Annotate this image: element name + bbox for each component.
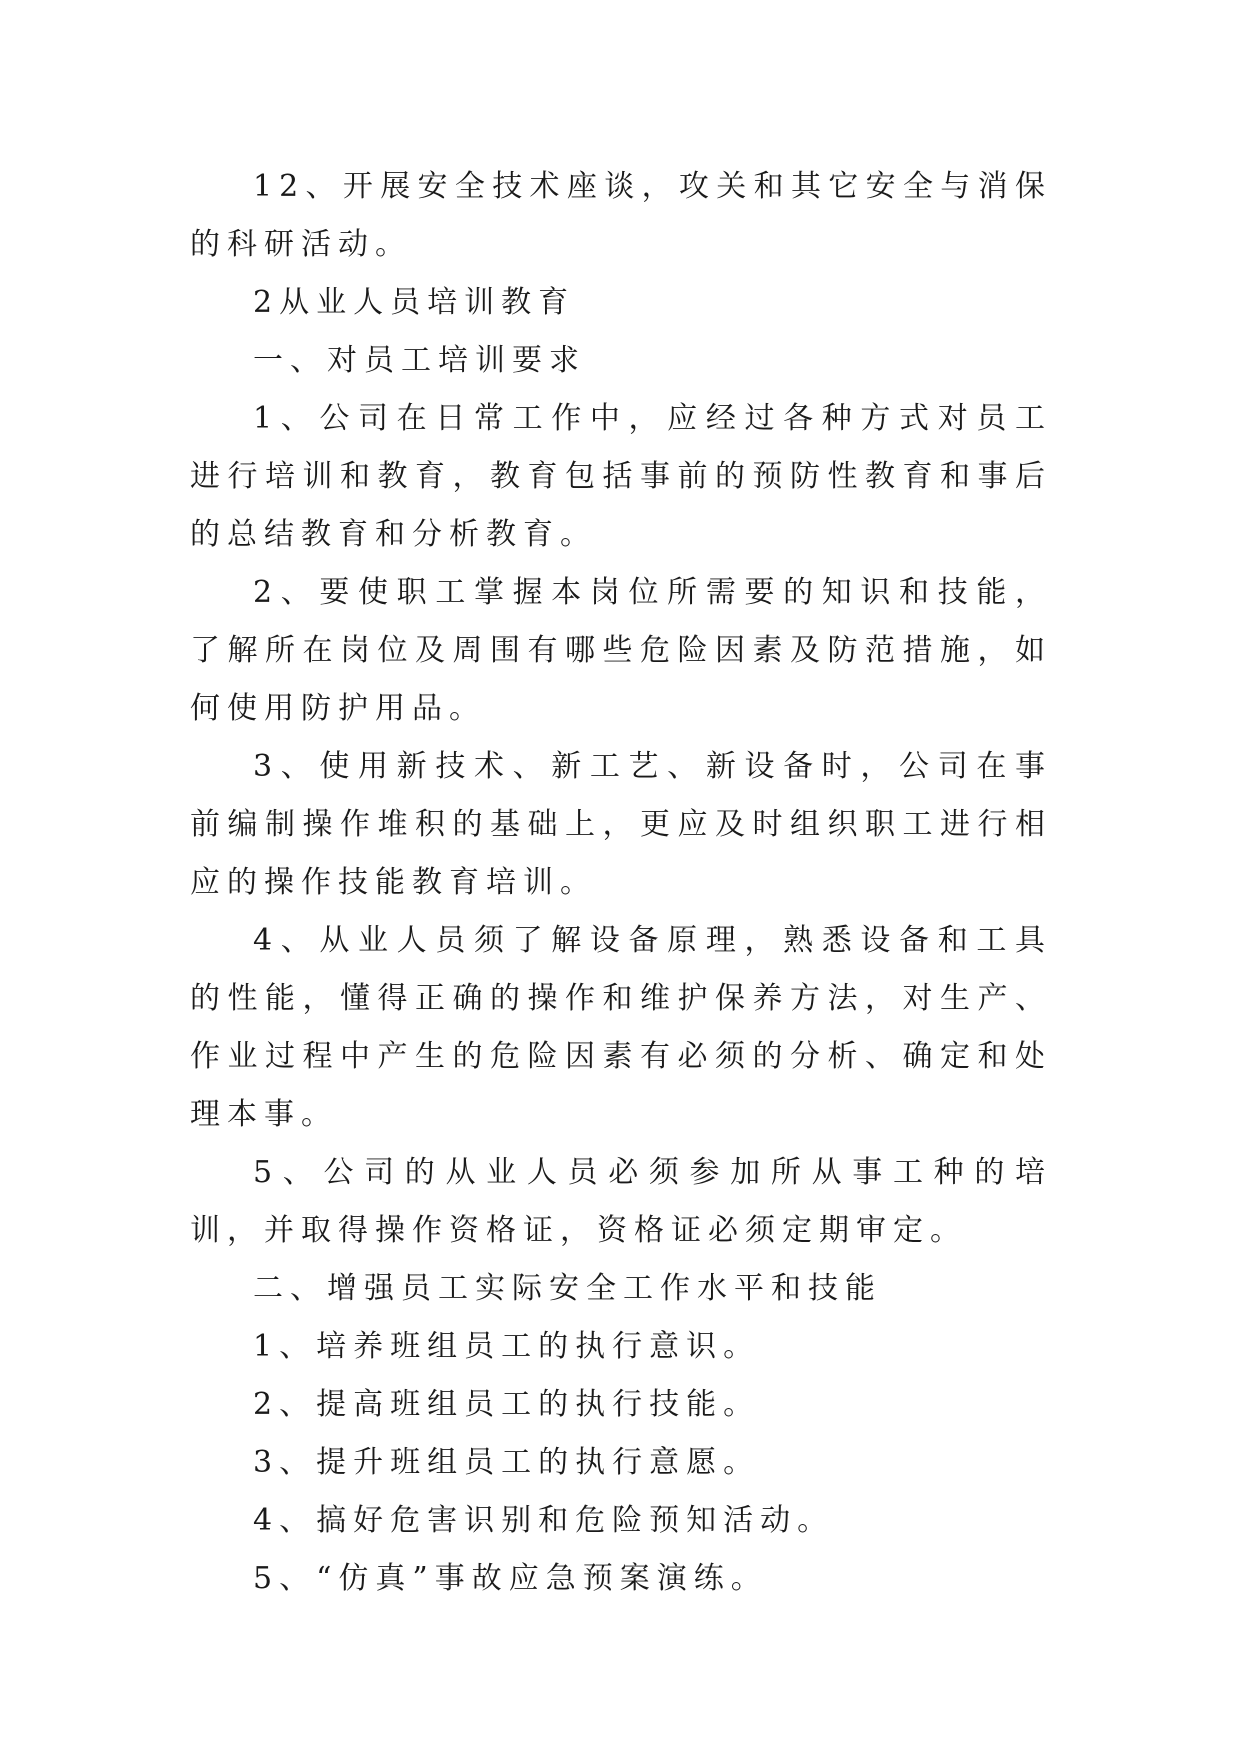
list-item-skill-4: 4、搞好危害识别和危险预知活动。 bbox=[253, 1503, 835, 1538]
list-item-skill-5: 5、“仿真”事故应急预案演练。 bbox=[253, 1561, 768, 1596]
paragraph-requirement-4: 4、从业人员须了解设备原理，熟悉设备和工具的性能，懂得正确的操作和维护保养方法，对生产、作业过程中产生的危险因素有必须的分析、确定和处理本事。 bbox=[190, 923, 1052, 1132]
paragraph-requirement-2: 2、要使职工掌握本岗位所需要的知识和技能，了解所在岗位及周围有哪些危险因素及防范措施，如何使用防护用品。 bbox=[190, 575, 1052, 726]
subheading-training-requirements: 一、对员工培训要求 bbox=[253, 343, 586, 378]
list-item-skill-3: 3、提升班组员工的执行意愿。 bbox=[253, 1445, 761, 1480]
paragraph-requirement-1: 1、公司在日常工作中，应经过各种方式对员工进行培训和教育，教育包括事前的预防性教育和事后的总结教育和分析教育。 bbox=[190, 401, 1052, 552]
document-body bbox=[190, 158, 1052, 1608]
subheading-improve-skills: 二、增强员工实际安全工作水平和技能 bbox=[253, 1271, 882, 1306]
section-heading-training: 2从业人员培训教育 bbox=[253, 285, 576, 320]
paragraph-requirement-3: 3、使用新技术、新工艺、新设备时，公司在事前编制操作堆积的基础上，更应及时组织职工进行相应的操作技能教育培训。 bbox=[190, 749, 1052, 900]
paragraph-research-activities: 12、开展安全技术座谈，攻关和其它安全与消保的科研活动。 bbox=[190, 169, 1052, 262]
paragraph-requirement-5: 5、公司的从业人员必须参加所从事工种的培训，并取得操作资格证，资格证必须定期审定。 bbox=[190, 1155, 1052, 1248]
list-item-skill-1: 1、培养班组员工的执行意识。 bbox=[253, 1329, 761, 1364]
list-item-skill-2: 2、提高班组员工的执行技能。 bbox=[253, 1387, 761, 1422]
